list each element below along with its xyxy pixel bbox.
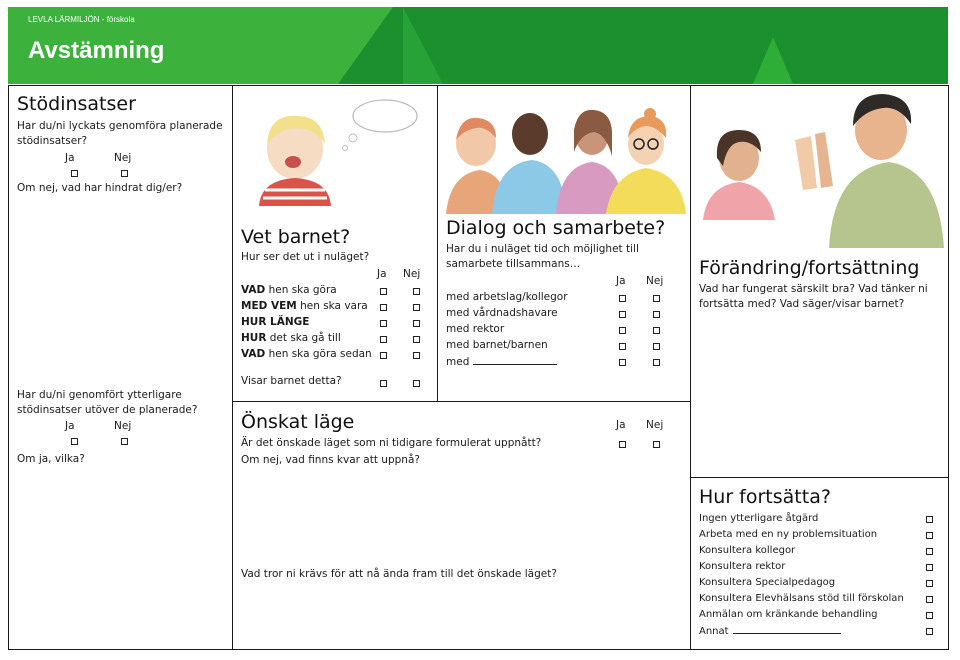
child-illustration [245, 94, 425, 206]
checkbox-ja[interactable] [619, 327, 626, 334]
stodinsatser-q2-line1: Har du/ni genomfört ytterligare [17, 389, 182, 401]
vet-barnet-item-keyword: VAD [241, 348, 266, 360]
checkbox[interactable] [926, 516, 933, 523]
checkbox-ja[interactable] [380, 288, 387, 295]
hur-item [699, 607, 878, 622]
checkbox[interactable] [926, 596, 933, 603]
panel-dialog [437, 85, 691, 402]
vet-barnet-item [241, 283, 337, 298]
checkbox[interactable] [926, 580, 933, 587]
ja-label: Ja [616, 275, 626, 287]
forandring-line1: Vad har fungerat särskilt bra? Vad tänker ni [699, 283, 928, 295]
hur-item-text: Konsultera Elevhälsans stöd till förskolan [699, 593, 904, 604]
hur-item [699, 543, 795, 558]
vet-barnet-item-keyword: VAD [241, 284, 266, 296]
checkbox-ja[interactable] [619, 311, 626, 318]
onskat-heading: Önskat läge [241, 411, 355, 433]
checkbox-nej[interactable] [413, 380, 420, 387]
checkbox-nej[interactable] [413, 320, 420, 327]
hur-item-text: Konsultera rektor [699, 561, 786, 572]
nej-label: Nej [646, 419, 664, 431]
checkbox-ja[interactable] [619, 359, 626, 366]
nej-label: Nej [403, 268, 421, 280]
vet-barnet-item-text: hen ska vara [296, 300, 368, 312]
hur-item [699, 511, 818, 526]
vet-barnet-item-text: hen ska göra [265, 284, 337, 296]
hur-item-text: Ingen ytterligare åtgärd [699, 513, 819, 524]
hur-item-text: Annat [699, 626, 729, 637]
hur-item [699, 559, 785, 574]
vet-barnet-item-keyword: MED VEM [241, 300, 297, 312]
checkbox-ja[interactable] [619, 441, 626, 448]
vet-barnet-item [241, 315, 309, 330]
hur-item-text: Anmälan om kränkande behandling [699, 609, 878, 620]
checkbox-nej[interactable] [653, 359, 660, 366]
group-illustration [446, 104, 686, 214]
checkbox-nej[interactable] [653, 295, 660, 302]
checkbox[interactable] [926, 548, 933, 555]
onskat-q1: Är det önskade läget som ni tidigare formulerat uppnått? [241, 437, 542, 449]
hur-heading: Hur fortsätta? [699, 486, 831, 508]
checkbox[interactable] [926, 612, 933, 619]
hur-item [699, 575, 835, 590]
stodinsatser-q1-line1: Har du/ni lyckats genomföra planerade [17, 120, 223, 132]
dialog-item-text: med arbetslag/kollegor [446, 291, 568, 303]
vet-barnet-item-keyword: HUR [241, 332, 267, 344]
dialog-item [446, 354, 557, 370]
nej-label: Nej [114, 420, 132, 432]
forandring-heading: Förändring/fortsättning [699, 257, 920, 279]
panel-vet-barnet [232, 85, 438, 402]
nej-label: Nej [646, 275, 664, 287]
dialog-item-text: med [446, 356, 470, 368]
checkbox-ja[interactable] [619, 295, 626, 302]
hur-item [699, 591, 904, 606]
dialog-heading: Dialog och samarbete? [446, 217, 666, 239]
ja-label: Ja [377, 268, 387, 280]
checkbox-nej[interactable] [413, 336, 420, 343]
dialog-sub-line2: samarbete tillsammans… [446, 258, 581, 270]
panel-stodinsatser [8, 85, 233, 650]
onskat-q2: Om nej, vad finns kvar att uppnå? [241, 454, 420, 466]
nej-label: Nej [114, 152, 132, 164]
checkbox-ja[interactable] [380, 380, 387, 387]
checkbox-ja[interactable] [71, 170, 78, 177]
vet-barnet-heading: Vet barnet? [241, 226, 351, 248]
vet-barnet-item-keyword: HUR LÄNGE [241, 316, 310, 328]
vet-barnet-item [241, 331, 341, 346]
forandring-line2: fortsätta med? Vad säger/visar barnet? [699, 298, 905, 310]
header-shape [403, 7, 443, 84]
checkbox-ja[interactable] [380, 336, 387, 343]
vet-barnet-item-text: hen ska göra sedan [265, 348, 372, 360]
stodinsatser-heading: Stödinsatser [17, 93, 136, 115]
checkbox-nej[interactable] [653, 343, 660, 350]
checkbox-nej[interactable] [413, 352, 420, 359]
checkbox-nej[interactable] [653, 441, 660, 448]
header-triangle [753, 37, 793, 84]
hur-blank-line[interactable] [733, 623, 841, 634]
org-label: LEVLA LÄRMILJÖN - förskola [28, 15, 135, 24]
checkbox-nej[interactable] [121, 438, 128, 445]
panel-forandring [690, 85, 949, 478]
stodinsatser-q2-line2: stödinsatser utöver de planerade? [17, 404, 198, 416]
stodinsatser-q1-line2: stödinsatser? [17, 135, 88, 147]
checkbox-ja[interactable] [71, 438, 78, 445]
adult-child-illustration [699, 90, 944, 248]
dialog-item [446, 322, 504, 337]
checkbox-ja[interactable] [380, 352, 387, 359]
checkbox-nej[interactable] [413, 288, 420, 295]
ja-label: Ja [616, 419, 626, 431]
hur-item-text: Arbeta med en ny problemsituation [699, 529, 878, 540]
vet-barnet-item-text: det ska gå till [266, 332, 341, 344]
panel-onskat-lage [232, 401, 691, 650]
header-banner [8, 7, 948, 84]
checkbox-nej[interactable] [121, 170, 128, 177]
checkbox[interactable] [926, 532, 933, 539]
vet-barnet-item [241, 347, 372, 362]
checkbox-nej[interactable] [653, 327, 660, 334]
checkbox-ja[interactable] [619, 343, 626, 350]
dialog-sub-line1: Har du i nuläget tid och möjlighet till [446, 243, 639, 255]
onskat-q3: Vad tror ni krävs för att nå ända fram till det önskade läget? [241, 568, 557, 580]
vet-barnet-sub: Hur ser det ut i nuläget? [241, 251, 370, 263]
vet-barnet-item [241, 299, 368, 314]
hur-item-text: Konsultera kollegor [699, 545, 796, 556]
checkbox-nej[interactable] [653, 311, 660, 318]
hur-item-text: Konsultera Specialpedagog [699, 577, 836, 588]
stodinsatser-q2-follow: Om ja, vilka? [17, 453, 85, 465]
dialog-item [446, 306, 558, 321]
checkbox-nej[interactable] [413, 304, 420, 311]
ja-label: Ja [65, 152, 75, 164]
vet-barnet-visar: Visar barnet detta? [241, 375, 342, 387]
checkbox[interactable] [926, 628, 933, 635]
page-title: Avstämning [28, 37, 165, 64]
dialog-item-text: med vårdnadshavare [446, 307, 558, 319]
dialog-item-text: med rektor [446, 323, 505, 335]
hur-item [699, 527, 877, 542]
panel-hur-fortsatta [690, 477, 949, 650]
dialog-blank-line[interactable] [473, 354, 557, 365]
hur-item [699, 623, 841, 639]
dialog-item [446, 290, 568, 305]
dialog-item [446, 338, 548, 353]
checkbox-ja[interactable] [380, 320, 387, 327]
dialog-item-text: med barnet/barnen [446, 339, 548, 351]
header-shape [338, 7, 393, 84]
checkbox[interactable] [926, 564, 933, 571]
ja-label: Ja [65, 420, 75, 432]
checkbox-ja[interactable] [380, 304, 387, 311]
stodinsatser-q1-follow: Om nej, vad har hindrat dig/er? [17, 182, 183, 194]
